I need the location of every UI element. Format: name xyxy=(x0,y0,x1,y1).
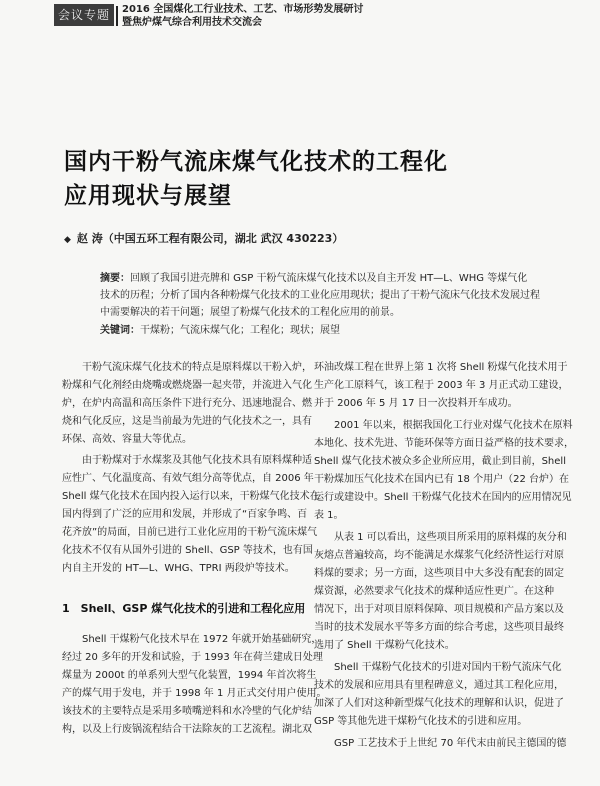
paragraph-line: Shell 干煤粉气化技术的引进对国内干粉气流床气化 xyxy=(334,662,562,673)
paragraph-line: 由于粉煤对于水煤浆及其他气化技术具有原料煤种适 xyxy=(82,455,312,466)
paragraph-line: 粉煤和气化剂经由烧嘴或燃烧器一起夹带，并流进入气化 xyxy=(62,380,312,391)
paragraph-line: 选用了 Shell 干煤粉气化技术。 xyxy=(314,640,455,651)
paragraph-line: GSP 等其他先进干煤粉气化技术的引进和应用。 xyxy=(314,716,528,727)
abstract-line: 中需要解决的若干问题；展望了粉煤气化技术的工程化应用的前景。 xyxy=(100,307,400,318)
paragraph-line: GSP 工艺技术于上世纪 70 年代末由前民主德国的德 xyxy=(334,738,567,749)
abstract-label: 摘要： xyxy=(100,273,130,284)
paragraph-line: 环油改煤工程在世界上第 1 次将 Shell 粉煤气化技术用于 xyxy=(314,362,568,373)
paragraph-line: 灰熔点普遍较高，均不能满足水煤浆气化经济性运行对原 xyxy=(314,550,564,561)
paragraph-line: Shell 煤气化技术被众多企业所应用，截止到目前，Shell xyxy=(314,456,566,467)
paragraph-line: 该技术的主要特点是采用多喷嘴逆料和水冷壁的气化炉结 xyxy=(62,706,312,717)
paragraph-line: 构，以及上行废锅流程结合干法除灰的工艺流程。湖北双 xyxy=(62,724,312,735)
paragraph-line: Shell 煤气化技术在国内投入运行以来，干粉煤气化技术在 xyxy=(62,491,320,502)
article-title-line-1: 国内干粉气流床煤气化技术的工程化 xyxy=(64,149,448,175)
paragraph-line: 加深了人们对这种新型煤气化技术的理解和认识，促进了 xyxy=(314,698,564,709)
paragraph-line: 炉，在炉内高温和高压条件下进行充分、迅速地混合、燃 xyxy=(62,398,312,409)
paragraph-line: 应性广、气化温度高、有效气组分高等优点，自 2006 年 xyxy=(62,473,314,484)
paragraph-line: 产的煤气用于发电，并于 1998 年 1 月正式交付用户使用。 xyxy=(62,688,327,699)
paragraph-line: 经过 20 多年的开发和试验，于 1993 年在荷兰建成日处理 xyxy=(62,652,323,663)
keywords-line xyxy=(100,322,540,339)
conference-title-line-1: 2016 全国煤化工行业技术、工艺、市场形势发展研讨 xyxy=(122,4,364,15)
abstract-line xyxy=(100,270,540,287)
section-tag: 会议专题 xyxy=(54,4,114,26)
paragraph-line: 生产化工原料气，该工程于 2003 年 3 月正式动工建设， xyxy=(314,380,569,391)
paragraph-line: 2001 年以来，根据我国化工行业对煤气化技术在原料 xyxy=(334,420,573,431)
paragraph-line: 国内得到了广泛的应用和发展，并形成了“百家争鸣、百 xyxy=(62,509,308,520)
paragraph-line: 煤资源，必然要求气化技术的煤种适应性更广。在这种 xyxy=(314,586,554,597)
paragraph-line: 当时的技术发展水平等多方面的综合考虑，这些项目最终 xyxy=(314,622,564,633)
keywords-label: 关键词： xyxy=(100,325,140,336)
paragraph-line: Shell 干煤粉气化技术早在 1972 年就开始基础研究， xyxy=(82,634,322,645)
paragraph-line: 表 1。 xyxy=(314,510,344,521)
paragraph-line: 运行或建设中。Shell 干粉煤气化技术在国内的应用情况见 xyxy=(314,492,572,503)
abstract-line: 技术的历程；分析了国内各种粉煤气化技术的工业化应用现状；提出了干粉气流床气化技术发展过程 xyxy=(100,290,540,301)
paragraph-line: 内自主开发的 HT—L、WHG、TPRI 两段炉等技术。 xyxy=(62,563,295,574)
paragraph-line: 干粉煤加压气化技术在国内已有 18 个用户（22 台炉）在 xyxy=(314,474,569,485)
conference-title-line-2: 暨焦炉煤气综合利用技术交流会 xyxy=(122,17,262,28)
header-divider xyxy=(116,6,118,26)
paragraph-line: 情况下，出于对项目原料保障、项目规模和产品方案以及 xyxy=(314,604,564,615)
paragraph-line: 烧和气化反应，这是当前最为先进的气化技术之一，具有 xyxy=(62,416,312,427)
author-line xyxy=(64,230,343,246)
paragraph-line: 煤量为 2000t 的单系列大型气化装置，1994 年首次将生 xyxy=(62,670,317,681)
author-text: 赵 涛（中国五环工程有限公司，湖北 武汉 430223） xyxy=(76,232,344,245)
abstract-text: 回顾了我国引进壳牌和 GSP 干粉气流床煤气化技术以及自主开发 HT—L、WHG 等煤气化 xyxy=(130,273,528,284)
section-heading: 1 Shell、GSP 煤气化技术的引进和工程化应用 xyxy=(62,602,306,615)
paragraph-line: 花齐放”的局面，目前已进行工业化应用的干粉气流床煤气 xyxy=(62,527,318,538)
keywords-text: 干煤粉；气流床煤气化；工程化；现状；展望 xyxy=(140,325,340,336)
paragraph-line: 化技术不仅有从国外引进的 Shell、GSP 等技术，也有国 xyxy=(62,545,313,556)
paragraph-line: 环保、高效、容量大等优点。 xyxy=(62,434,192,445)
paragraph-line: 本地化、技术先进、节能环保等方面日益严格的技术要求， xyxy=(314,438,574,449)
paragraph-line: 料煤的要求；另一方面，这些项目中大多没有配套的固定 xyxy=(314,568,564,579)
paragraph-line: 并于 2006 年 5 月 17 日一次投料开车成功。 xyxy=(314,398,518,409)
article-title-line-2: 应用现状与展望 xyxy=(64,183,232,209)
paragraph-line: 从表 1 可以看出，这些项目所采用的原料煤的灰分和 xyxy=(334,532,567,543)
paragraph-line: 技术的发展和应用具有里程碑意义，通过其工程化应用， xyxy=(314,680,564,691)
diamond-bullet-icon: ◆ xyxy=(64,235,71,245)
paragraph-line: 干粉气流床煤气化技术的特点是原料煤以干粉入炉， xyxy=(82,362,312,373)
